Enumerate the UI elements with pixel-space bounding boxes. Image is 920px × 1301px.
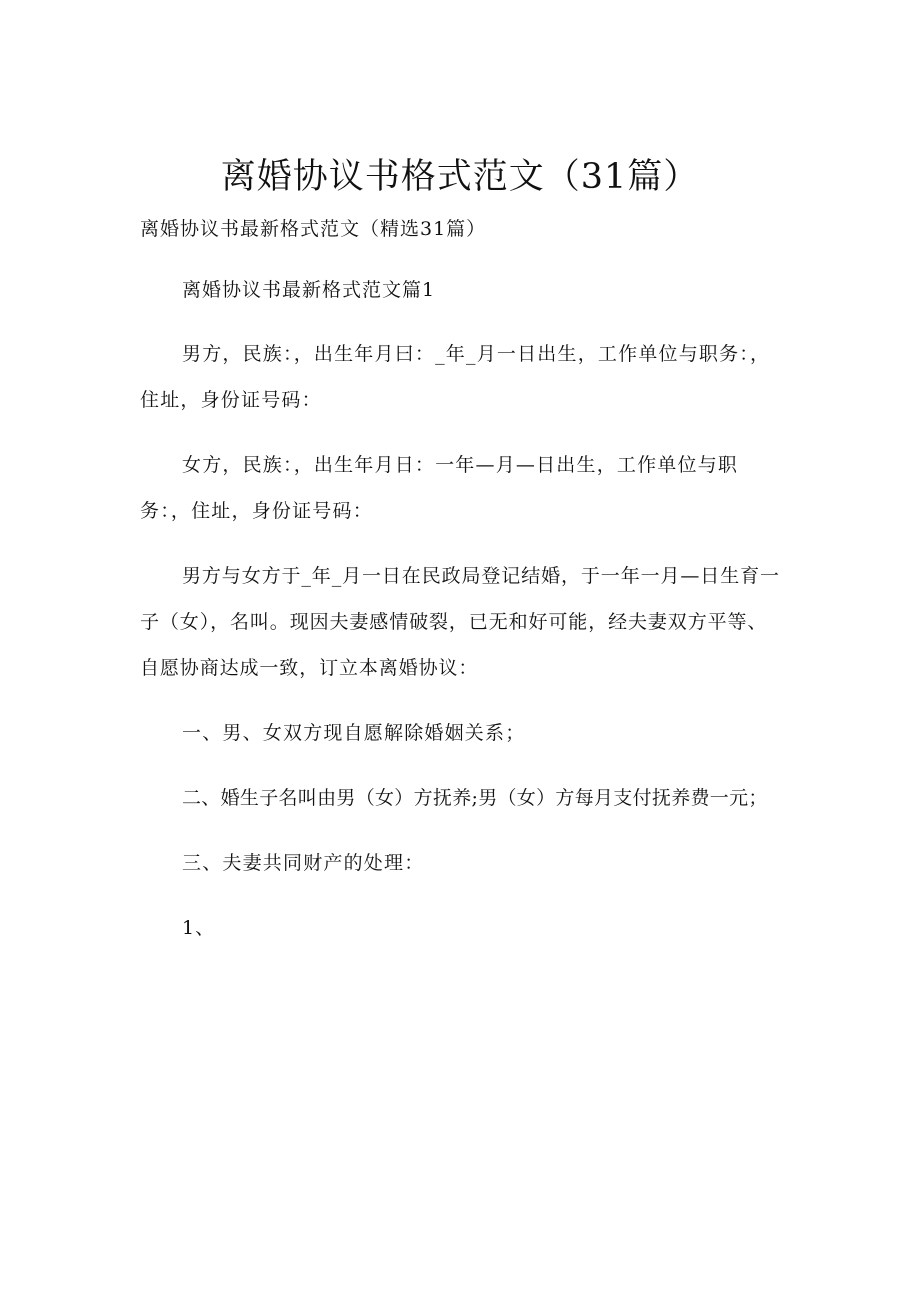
clause-2: 二、婚生子名叫由男（女）方抚养;男（女）方每月支付抚养费一元； [182, 787, 768, 809]
marriage-paragraph-line-3: 自愿协商达成一致，订立本离婚协议： [140, 657, 479, 679]
male-info-line-2: 住址，身份证号码： [140, 389, 322, 411]
document-title: 离婚协议书格式范文（31篇） [220, 157, 700, 197]
clause-1: 一、男、女双方现自愿解除婚姻关系； [182, 722, 526, 744]
clause-3-item-1: 1、 [182, 917, 216, 939]
female-info-line-1: 女方，民族：，出生年月日：一年—月—日出生，工作单位与职 [182, 454, 739, 476]
marriage-paragraph-line-1: 男方与女方于_年_月一日在民政局登记结婚，于一年一月—日生育一 [182, 565, 780, 587]
document-subtitle: 离婚协议书最新格式范文（精选31篇） [140, 218, 487, 240]
marriage-paragraph-line-2: 子（女），名叫。现因夫妻感情破裂，已无和好可能，经夫妻双方平等、 [140, 611, 768, 633]
section-heading: 离婚协议书最新格式范文篇1 [182, 279, 436, 301]
female-info-line-2: 务：，住址，身份证号码： [140, 500, 373, 522]
male-info-line-1: 男方，民族：，出生年月曰：_年_月一日出生，工作单位与职务：， [182, 343, 771, 365]
clause-3: 三、夫妻共同财产的处理： [182, 852, 425, 874]
